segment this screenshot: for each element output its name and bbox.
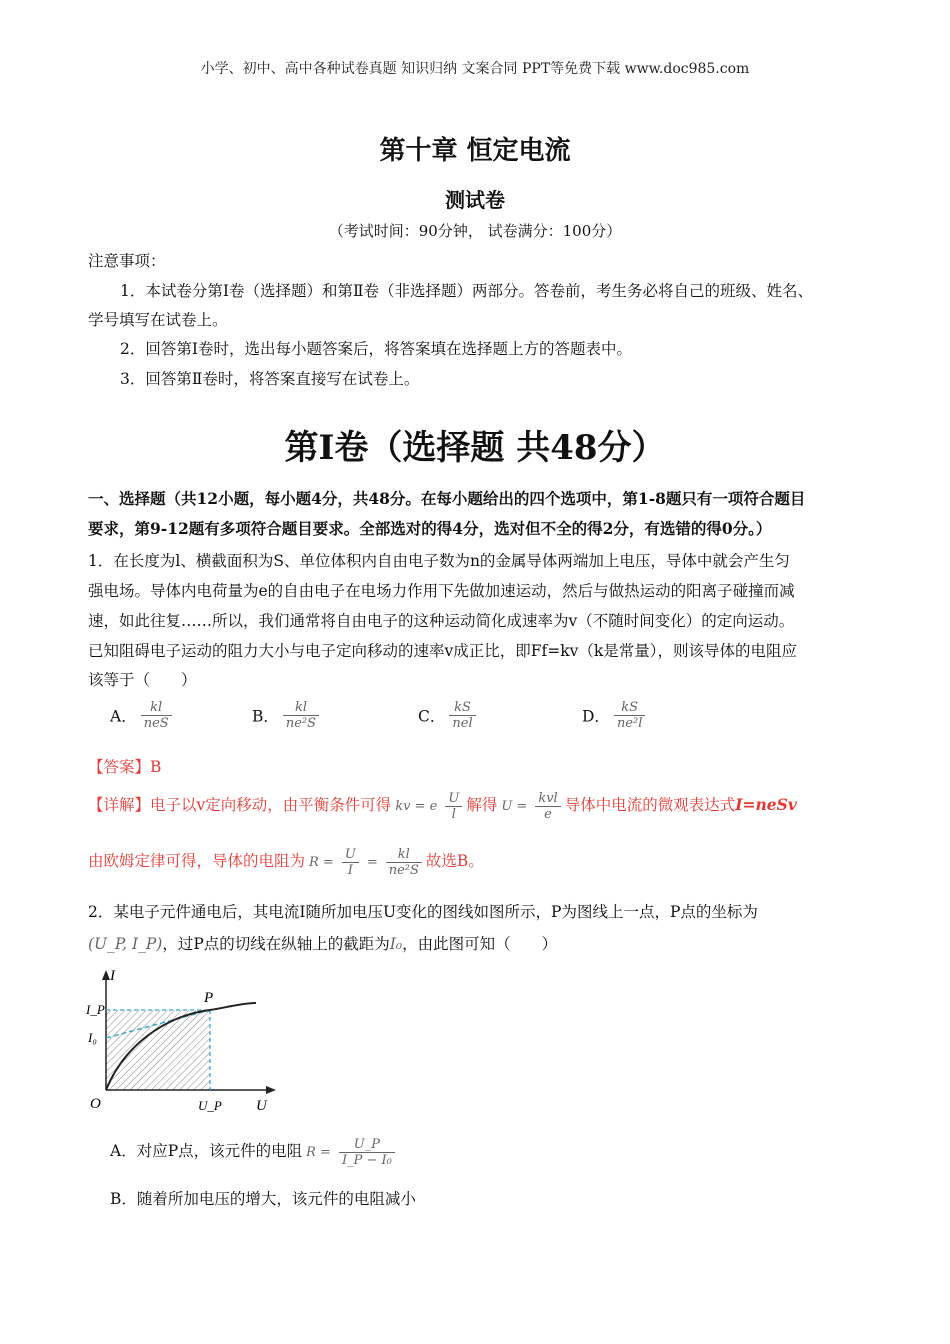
- q1-line-2: 强电场。导体内电荷量为e的自由电子在电场力作用下先做加速运动，然后与做热运动的阳离子碰撞而减: [88, 582, 795, 600]
- q1-option-a: A． $\frac{kl}{\text{neS}}$: [110, 700, 176, 731]
- q1-option-d: D． $\frac{kS}{\text{ne²l}}$: [582, 700, 649, 731]
- label-i: I: [110, 968, 115, 984]
- label-ip: I_P: [86, 1002, 105, 1017]
- y-axis-arrow: [102, 970, 110, 980]
- notes-title: 注意事项：: [88, 252, 166, 270]
- note-2: 2．回答第Ⅰ卷时，选出每小题答案后，将答案填在选择题上方的答题表中。: [120, 340, 632, 358]
- iu-graph: [84, 966, 284, 1116]
- x-axis-arrow: [266, 1086, 276, 1094]
- q2-line-2: (U_P, I_P)，过P点的切线在纵轴上的截距为I₀，由此图可知（ ）: [88, 935, 558, 953]
- label-i0: I₀: [88, 1030, 97, 1045]
- section-intro-1: 一、选择题（共12小题，每小题4分，共48分。在每小题给出的四个选项中，第1-8题只有一项符合题目: [88, 489, 806, 508]
- q1-line-4: 已知阻碍电子运动的阻力大小与电子定向移动的速率v成正比，即Ff=kv（k是常量），则该导体的电阻应: [88, 642, 798, 660]
- test-subtitle: 测试卷: [445, 188, 505, 212]
- q2-line-1: 2．某电子元件通电后，其电流I随所加电压U变化的图线如图所示，P为图线上一点，P点的坐标为: [88, 903, 758, 921]
- label-o: O: [90, 1096, 101, 1112]
- q2-option-b: B．随着所加电压的增大，该元件的电阻减小: [110, 1190, 416, 1208]
- q2-option-a: A．对应P点，该元件的电阻 R = $\frac{U\_P}{\text{I\_P − I₀}}$: [110, 1136, 399, 1168]
- q1-line-3: 速，如此往复……所以，我们通常将自由电子的这种运动简化成速率为v（不随时间变化）的定向运动。: [88, 612, 795, 630]
- q1-answer: 【答案】B: [88, 758, 162, 776]
- q1-line-5: 该等于（ ）: [88, 671, 197, 689]
- page-header: 小学、初中、高中各种试卷真题 知识归纳 文案合同 PPT等免费下载 www.doc985.com: [200, 61, 750, 77]
- chapter-title: 第十章 恒定电流: [379, 136, 571, 166]
- exam-info: （考试时间：90分钟， 试卷满分：100分）: [328, 222, 622, 240]
- part-title: 第Ⅰ卷（选择题 共48分）: [284, 428, 666, 468]
- hatched-area: [106, 1010, 210, 1090]
- label-p: P: [204, 990, 214, 1006]
- q1-option-c: C． $\frac{kS}{\text{nel}}$: [418, 700, 480, 731]
- q1-option-b: B． $\frac{kl}{\text{ne²S}}$: [252, 700, 323, 731]
- section-intro-2: 要求，第9-12题有多项符合题目要求。全部选对的得4分，选对但不全的得2分，有选错的得0分。）: [88, 519, 772, 538]
- label-up: U_P: [198, 1098, 222, 1113]
- q1-detail-line-1: 【详解】电子以v定向移动，由平衡条件可得 kv = e $\frac{U}{l}$ 解得 U = $\frac{\text{kvl}}{e}$ 导体中电流的微观表达式I=neSv: [88, 790, 797, 822]
- label-u: U: [256, 1098, 267, 1114]
- q1-line-1: 1．在长度为l、横截面积为S、单位体积内自由电子数为n的金属导体两端加上电压，导体中就会产生匀: [88, 552, 790, 570]
- q1-detail-line-2: 由欧姆定律可得，导体的电阻为 R = $\frac{U}{I}$ = $\frac{kl}{\text{ne²S}}$ 故选B。: [88, 846, 484, 878]
- note-3: 3．回答第Ⅱ卷时，将答案直接写在试卷上。: [120, 370, 420, 388]
- note-1: 1．本试卷分第Ⅰ卷（选择题）和第Ⅱ卷（非选择题）两部分。答卷前，考生务必将自己的班级、姓名、: [120, 282, 814, 300]
- note-1-cont: 学号填写在试卷上。: [88, 311, 228, 329]
